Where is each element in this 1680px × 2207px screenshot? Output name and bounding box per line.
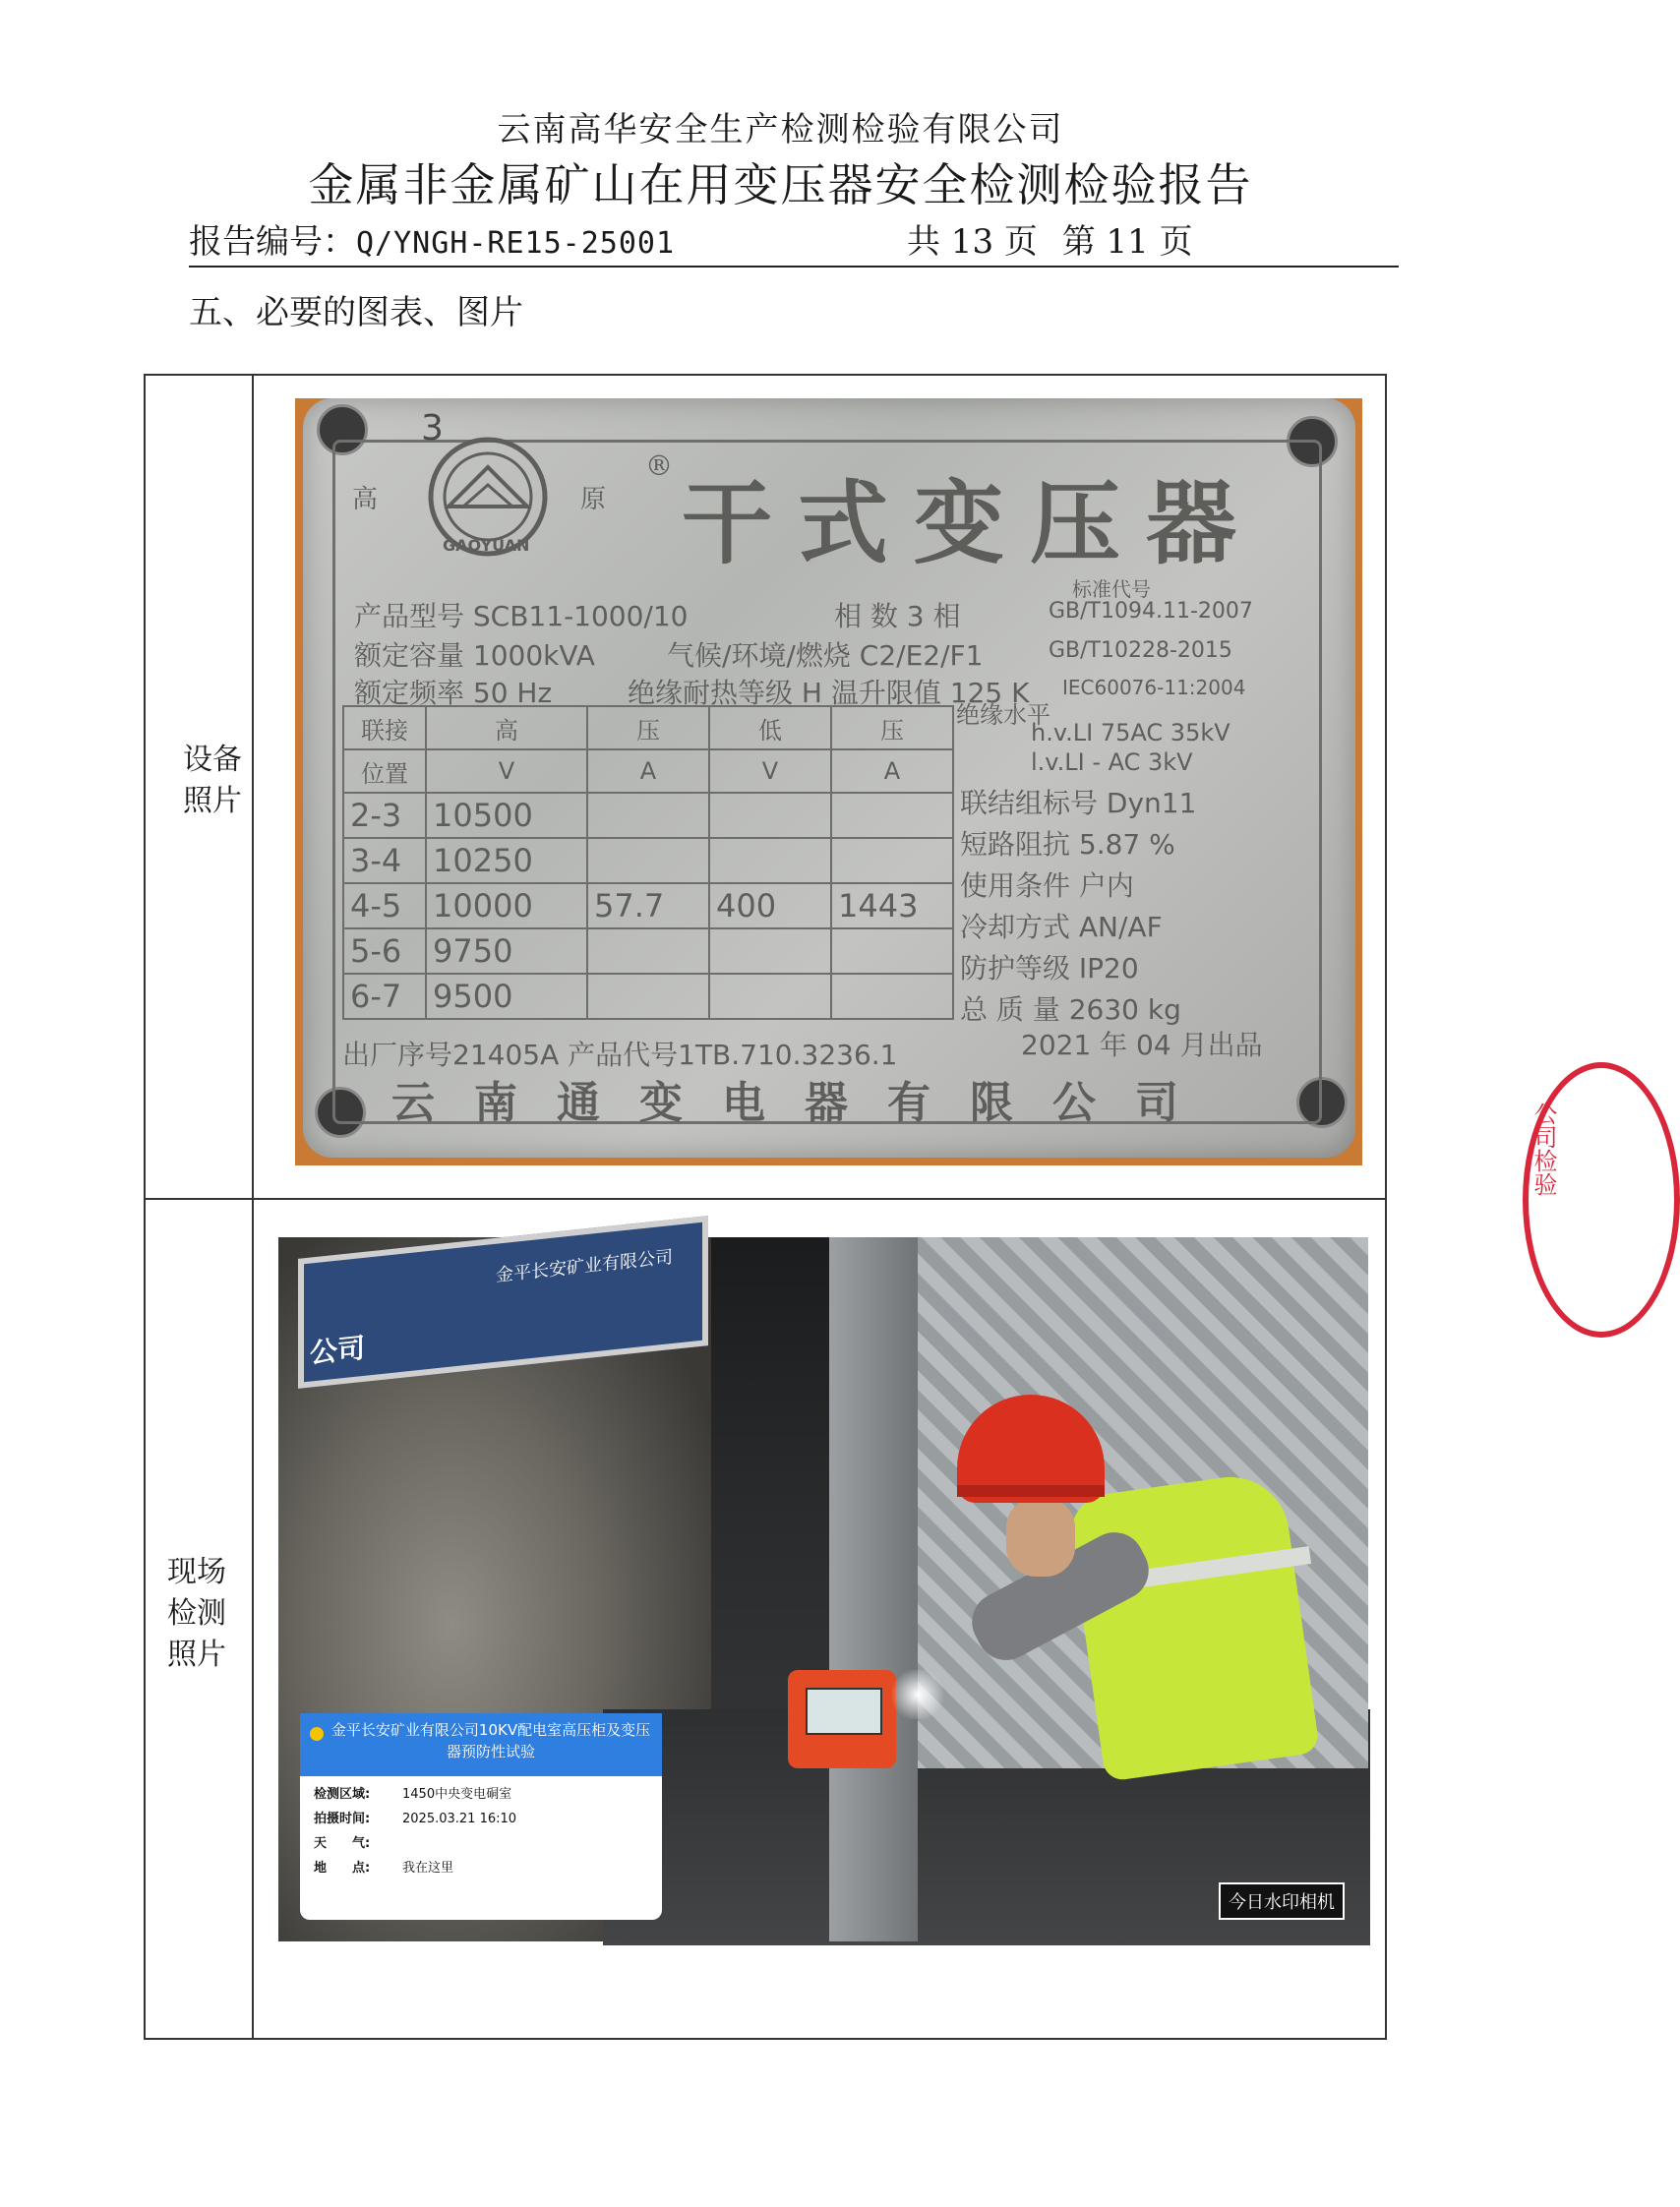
row-label-site	[148, 1552, 246, 1676]
tap-table-row	[343, 883, 953, 928]
row-label-line: 照片	[167, 1638, 226, 1672]
tap-table-header: 联接	[343, 706, 426, 749]
tap-cell: 400	[709, 883, 831, 928]
total-pages: 共 13 页	[907, 222, 1038, 262]
standard-label: 标准代号	[1072, 577, 1151, 601]
rated-frequency: 额定频率 50 Hz	[354, 677, 553, 709]
tap-cell	[587, 928, 709, 974]
tap-cell: 6-7	[343, 974, 426, 1019]
row-label-line: 检测	[167, 1596, 226, 1631]
tap-cell	[831, 974, 953, 1019]
manufacturer-name: 云南通变电器有限公司	[391, 1078, 1218, 1128]
field-value: 2025.03.21 16:10	[402, 1812, 517, 1826]
total-weight: 总 质 量 2630 kg	[960, 993, 1181, 1026]
field-key: 地 点:	[314, 1861, 371, 1876]
watermark-field	[300, 1831, 662, 1856]
flashlight-glow	[888, 1670, 947, 1719]
tap-cell	[831, 928, 953, 974]
tap-cell	[831, 793, 953, 838]
row-label-equipment	[163, 740, 262, 822]
report-info-line	[189, 214, 1399, 262]
report-title: 金属非金属矿山在用变压器安全检测检验报告	[308, 158, 1253, 211]
model: 产品型号 SCB11-1000/10	[354, 600, 689, 632]
manufacture-date: 2021 年 04 月出品	[1021, 1029, 1263, 1061]
brand-right: 原	[580, 485, 607, 514]
tap-table-header: A	[831, 749, 953, 793]
registered-mark: ®	[645, 449, 673, 482]
company-name: 云南高华安全生产检测检验有限公司	[497, 110, 1064, 149]
report-number-label: 报告编号：	[189, 222, 356, 262]
tap-cell: 9500	[426, 974, 587, 1019]
watermark-field	[300, 1807, 662, 1831]
handwritten-mark: 3	[421, 408, 444, 448]
tap-cell	[709, 838, 831, 883]
watermark-title: 金平长安矿业有限公司10KV配电室高压柜及变压器预防性试验	[330, 1721, 651, 1760]
cabinet-edge	[829, 1237, 918, 1941]
field-key: 天 气:	[314, 1836, 371, 1851]
poster-text: 公司	[310, 1331, 366, 1370]
tap-cell	[709, 974, 831, 1019]
tap-cell: 4-5	[343, 883, 426, 928]
lv-insulation-level: l.v.LI - AC 3kV	[1031, 748, 1193, 776]
tap-cell: 1443	[831, 883, 953, 928]
standard-2: GB/T10228-2015	[1049, 638, 1232, 663]
poster-small-text: 金平长安矿业有限公司	[496, 1246, 673, 1286]
nameplate-title: 干式变压器	[682, 470, 1263, 576]
tester-screen	[806, 1688, 882, 1735]
field-value: 1450中央变电硐室	[402, 1787, 512, 1802]
vector-group: 联结组标号 Dyn11	[960, 787, 1197, 819]
field-key: 检测区域:	[314, 1787, 371, 1802]
equipment-nameplate-photo	[295, 398, 1362, 1165]
phase: 相 数 3 相	[834, 600, 961, 632]
insulation-level-label: 绝缘水平	[956, 701, 1050, 729]
tap-cell	[587, 793, 709, 838]
climate-class: 气候/环境/燃烧 C2/E2/F1	[667, 639, 984, 672]
report-number	[189, 214, 675, 263]
tap-cell: 10500	[426, 793, 587, 838]
tap-table-header: 低	[709, 706, 831, 749]
table-divider-horizontal	[144, 1198, 1387, 1200]
report-number-value: Q/YNGH-RE15-25001	[356, 226, 676, 261]
tap-cell	[709, 793, 831, 838]
safety-vest	[1066, 1469, 1320, 1782]
watermark-field	[300, 1782, 662, 1807]
tap-table-header: V	[709, 749, 831, 793]
tap-table-header: 压	[831, 706, 953, 749]
hv-insulation-level: h.v.LI 75AC 35kV	[1031, 719, 1230, 746]
row-label-line: 现场	[167, 1555, 226, 1589]
insulation-class: 绝缘耐热等级 H 温升限值 125 K	[628, 677, 1030, 709]
usage-condition: 使用条件 户内	[960, 869, 1134, 902]
tap-table-header: 压	[587, 706, 709, 749]
table-divider-vertical	[252, 374, 254, 2040]
standard-3: IEC60076-11:2004	[1062, 676, 1246, 699]
tap-table-row	[343, 928, 953, 974]
hard-hat-brim	[957, 1485, 1105, 1497]
cooling-method: 冷却方式 AN/AF	[960, 911, 1163, 943]
standard-1: GB/T1094.11-2007	[1049, 599, 1253, 624]
worker-face	[1006, 1498, 1075, 1577]
page-info	[907, 214, 1207, 263]
tap-cell	[587, 974, 709, 1019]
tap-cell: 2-3	[343, 793, 426, 838]
tap-cell	[831, 838, 953, 883]
tap-table-header: 位置	[343, 749, 426, 793]
row-label-line: 照片	[183, 784, 242, 818]
current-page: 第 11 页	[1061, 222, 1193, 262]
tap-cell: 9750	[426, 928, 587, 974]
tap-table-header: 高	[426, 706, 587, 749]
tap-table	[342, 705, 954, 1020]
tap-table-row	[343, 974, 953, 1019]
field-key: 拍摄时间:	[314, 1812, 371, 1826]
seal-text: 公司检验	[1530, 1102, 1557, 1196]
watermark-app-badge: 今日水印相机	[1219, 1882, 1345, 1920]
tap-cell: 5-6	[343, 928, 426, 974]
logo-text: GAOYUAN	[443, 536, 530, 555]
nameplate	[303, 398, 1355, 1158]
serial-number: 出厂序号21405A 产品代号1TB.710.3236.1	[342, 1039, 898, 1071]
watermark-field	[300, 1856, 662, 1880]
row-label-line: 设备	[183, 743, 242, 777]
tap-table-header: A	[587, 749, 709, 793]
tap-cell: 57.7	[587, 883, 709, 928]
tap-table-header: V	[426, 749, 587, 793]
tap-cell: 3-4	[343, 838, 426, 883]
header-rule	[189, 266, 1399, 268]
brand-left: 高	[352, 485, 379, 514]
rated-capacity: 额定容量 1000kVA	[354, 639, 595, 672]
seal-stamp	[1523, 1062, 1557, 1338]
field-value: 我在这里	[402, 1861, 454, 1876]
tap-cell	[709, 928, 831, 974]
site-inspection-photo	[278, 1237, 1368, 1941]
protection-class: 防护等级 IP20	[960, 952, 1139, 984]
short-circuit-impedance: 短路阻抗 5.87 %	[960, 828, 1175, 861]
location-dot-icon	[310, 1727, 324, 1741]
watermark-header	[300, 1713, 662, 1776]
tap-table-row	[343, 838, 953, 883]
tap-cell	[587, 838, 709, 883]
tap-cell: 10250	[426, 838, 587, 883]
tap-table-row	[343, 793, 953, 838]
section-title: 五、必要的图表、图片	[189, 293, 523, 332]
watermark-card	[300, 1713, 662, 1920]
tap-cell: 10000	[426, 883, 587, 928]
